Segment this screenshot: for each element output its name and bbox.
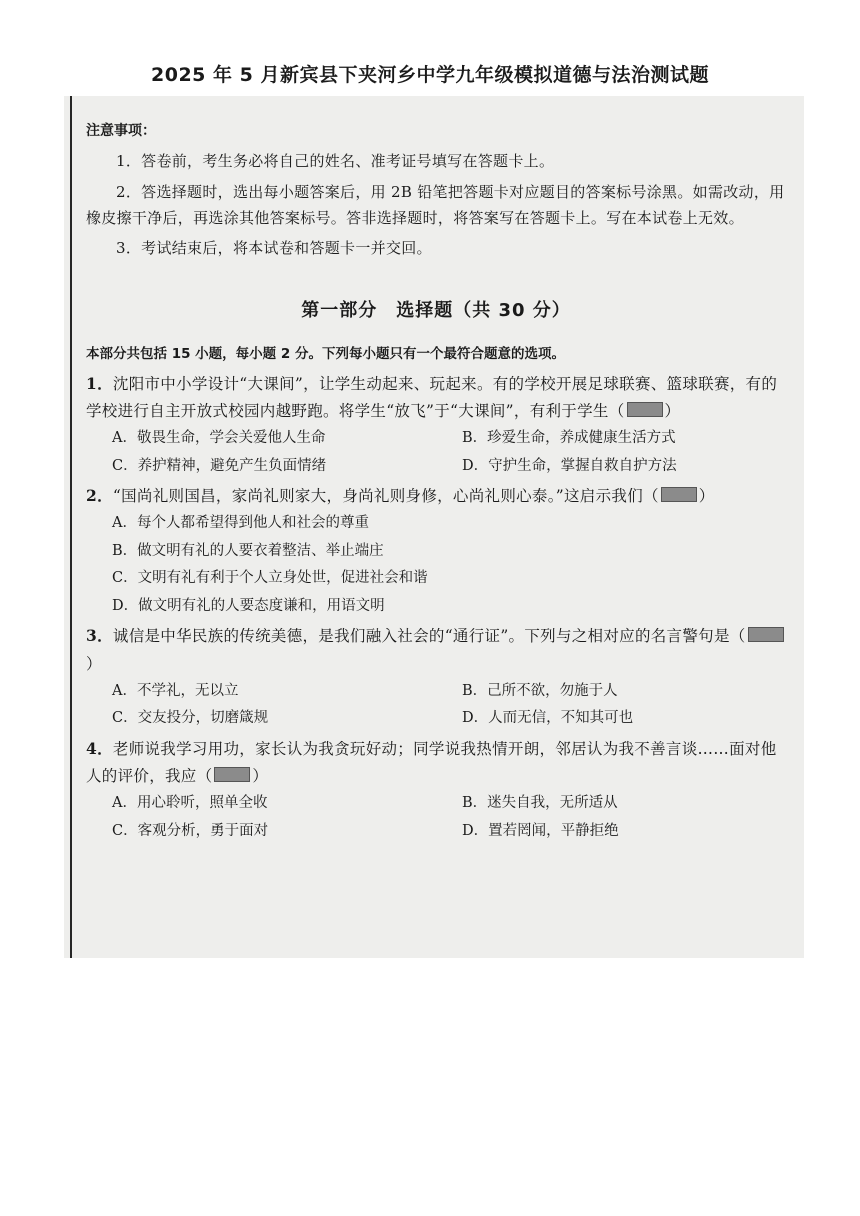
option-b: B．珍爱生命，养成健康生活方式: [462, 430, 676, 447]
options: [86, 510, 786, 620]
option-a: A．敬畏生命，学会关爱他人生命: [112, 430, 326, 447]
question-2: [86, 482, 786, 620]
question-close: ）: [664, 401, 681, 420]
section-title: 第一部分 选择题（共 30 分）: [301, 300, 571, 322]
question-text: “国尚礼则国昌，家尚礼则家大，身尚礼则身修，心尚礼则心泰。”这启示我们（: [112, 487, 659, 506]
option-a: A．每个人都希望得到他人和社会的尊重: [112, 515, 369, 532]
answer-blank: [214, 767, 250, 782]
option-c: C．养护精神，避免产生负面情绪: [112, 457, 327, 474]
notes-heading: 注意事项：: [86, 123, 156, 139]
answer-blank: [627, 402, 663, 417]
answer-blank: [661, 487, 697, 502]
option-b: B．己所不欲，勿施于人: [462, 682, 618, 699]
options: [86, 790, 786, 845]
option-c: C．交友投分，切磨箴规: [112, 710, 269, 727]
option-c: C．文明有礼有利于个人立身处世，促进社会和谐: [112, 570, 428, 587]
question-number: 2．: [86, 486, 113, 506]
question-4: [86, 735, 786, 845]
question-close: ）: [698, 487, 715, 506]
question-text: 老师说我学习用功，家长认为我贪玩好动；同学说我热情开朗，邻居认为我不善言谈……面对他人的评价，我应（: [86, 739, 777, 785]
question-1: [86, 370, 786, 480]
question-close: ）: [252, 766, 269, 785]
question-number: 4．: [86, 738, 113, 758]
option-a: A．用心聆听，照单全收: [112, 795, 268, 812]
option-d: D．置若罔闻，平静拒绝: [462, 822, 619, 839]
section-intro: 本部分共包括 15 小题，每小题 2 分。下列每小题只有一个最符合题意的选项。: [86, 346, 565, 363]
question-number: 3．: [86, 626, 113, 646]
options: [86, 678, 786, 733]
option-b: B．迷失自我，无所适从: [462, 795, 618, 812]
scan-edge-line: [70, 96, 72, 958]
question-stem: [86, 482, 786, 510]
question-text: 诚信是中华民族的传统美德，是我们融入社会的“通行证”。下列与之相对应的名言警句是（: [112, 627, 746, 646]
option-d: D．人而无信，不知其可也: [462, 710, 634, 727]
question-stem: [86, 735, 786, 790]
option-c: C．客观分析，勇于面对: [112, 822, 269, 839]
question-stem: [86, 370, 786, 425]
question-text: 沈阳市中小学设计“大课间”，让学生动起来、玩起来。有的学校开展足球联赛、篮球联赛，有的学校进行自主开放式校园内越野跑。将学生“放飞”于“大课间”，有利于学生（: [86, 374, 778, 420]
note-item-2: 2．答选择题时，选出每小题答案后，用 2B 铅笔把答题卡对应题目的答案标号涂黑。如需改动，用橡皮擦干净后，再选涂其他答案标号。答非选择题时，将答案写在答题卡上。写在本试卷上无效。: [86, 182, 785, 227]
page-title: 2025 年 5 月新宾县下夹河乡中学九年级模拟道德与法治测试题: [151, 64, 709, 86]
question-stem: [86, 622, 786, 677]
scanned-exam-page: [64, 96, 804, 958]
question-3: [86, 622, 786, 732]
note-item-1: 1．答卷前，考生务必将自己的姓名、准考证号填写在答题卡上。: [116, 152, 555, 171]
option-d: D．做文明有礼的人要态度谦和，用语文明: [112, 597, 385, 614]
option-b: B．做文明有礼的人要衣着整洁、举止端庄: [112, 542, 384, 559]
option-d: D．守护生命，掌握自救自护方法: [462, 457, 677, 474]
answer-blank: [748, 627, 784, 642]
question-number: 1．: [86, 373, 113, 393]
exam-content: [86, 120, 786, 847]
question-close: ）: [86, 654, 102, 673]
note-item-3: 3．考试结束后，将本试卷和答题卡一并交回。: [116, 239, 432, 258]
option-a: A．不学礼，无以立: [112, 682, 239, 699]
options: [86, 425, 786, 480]
